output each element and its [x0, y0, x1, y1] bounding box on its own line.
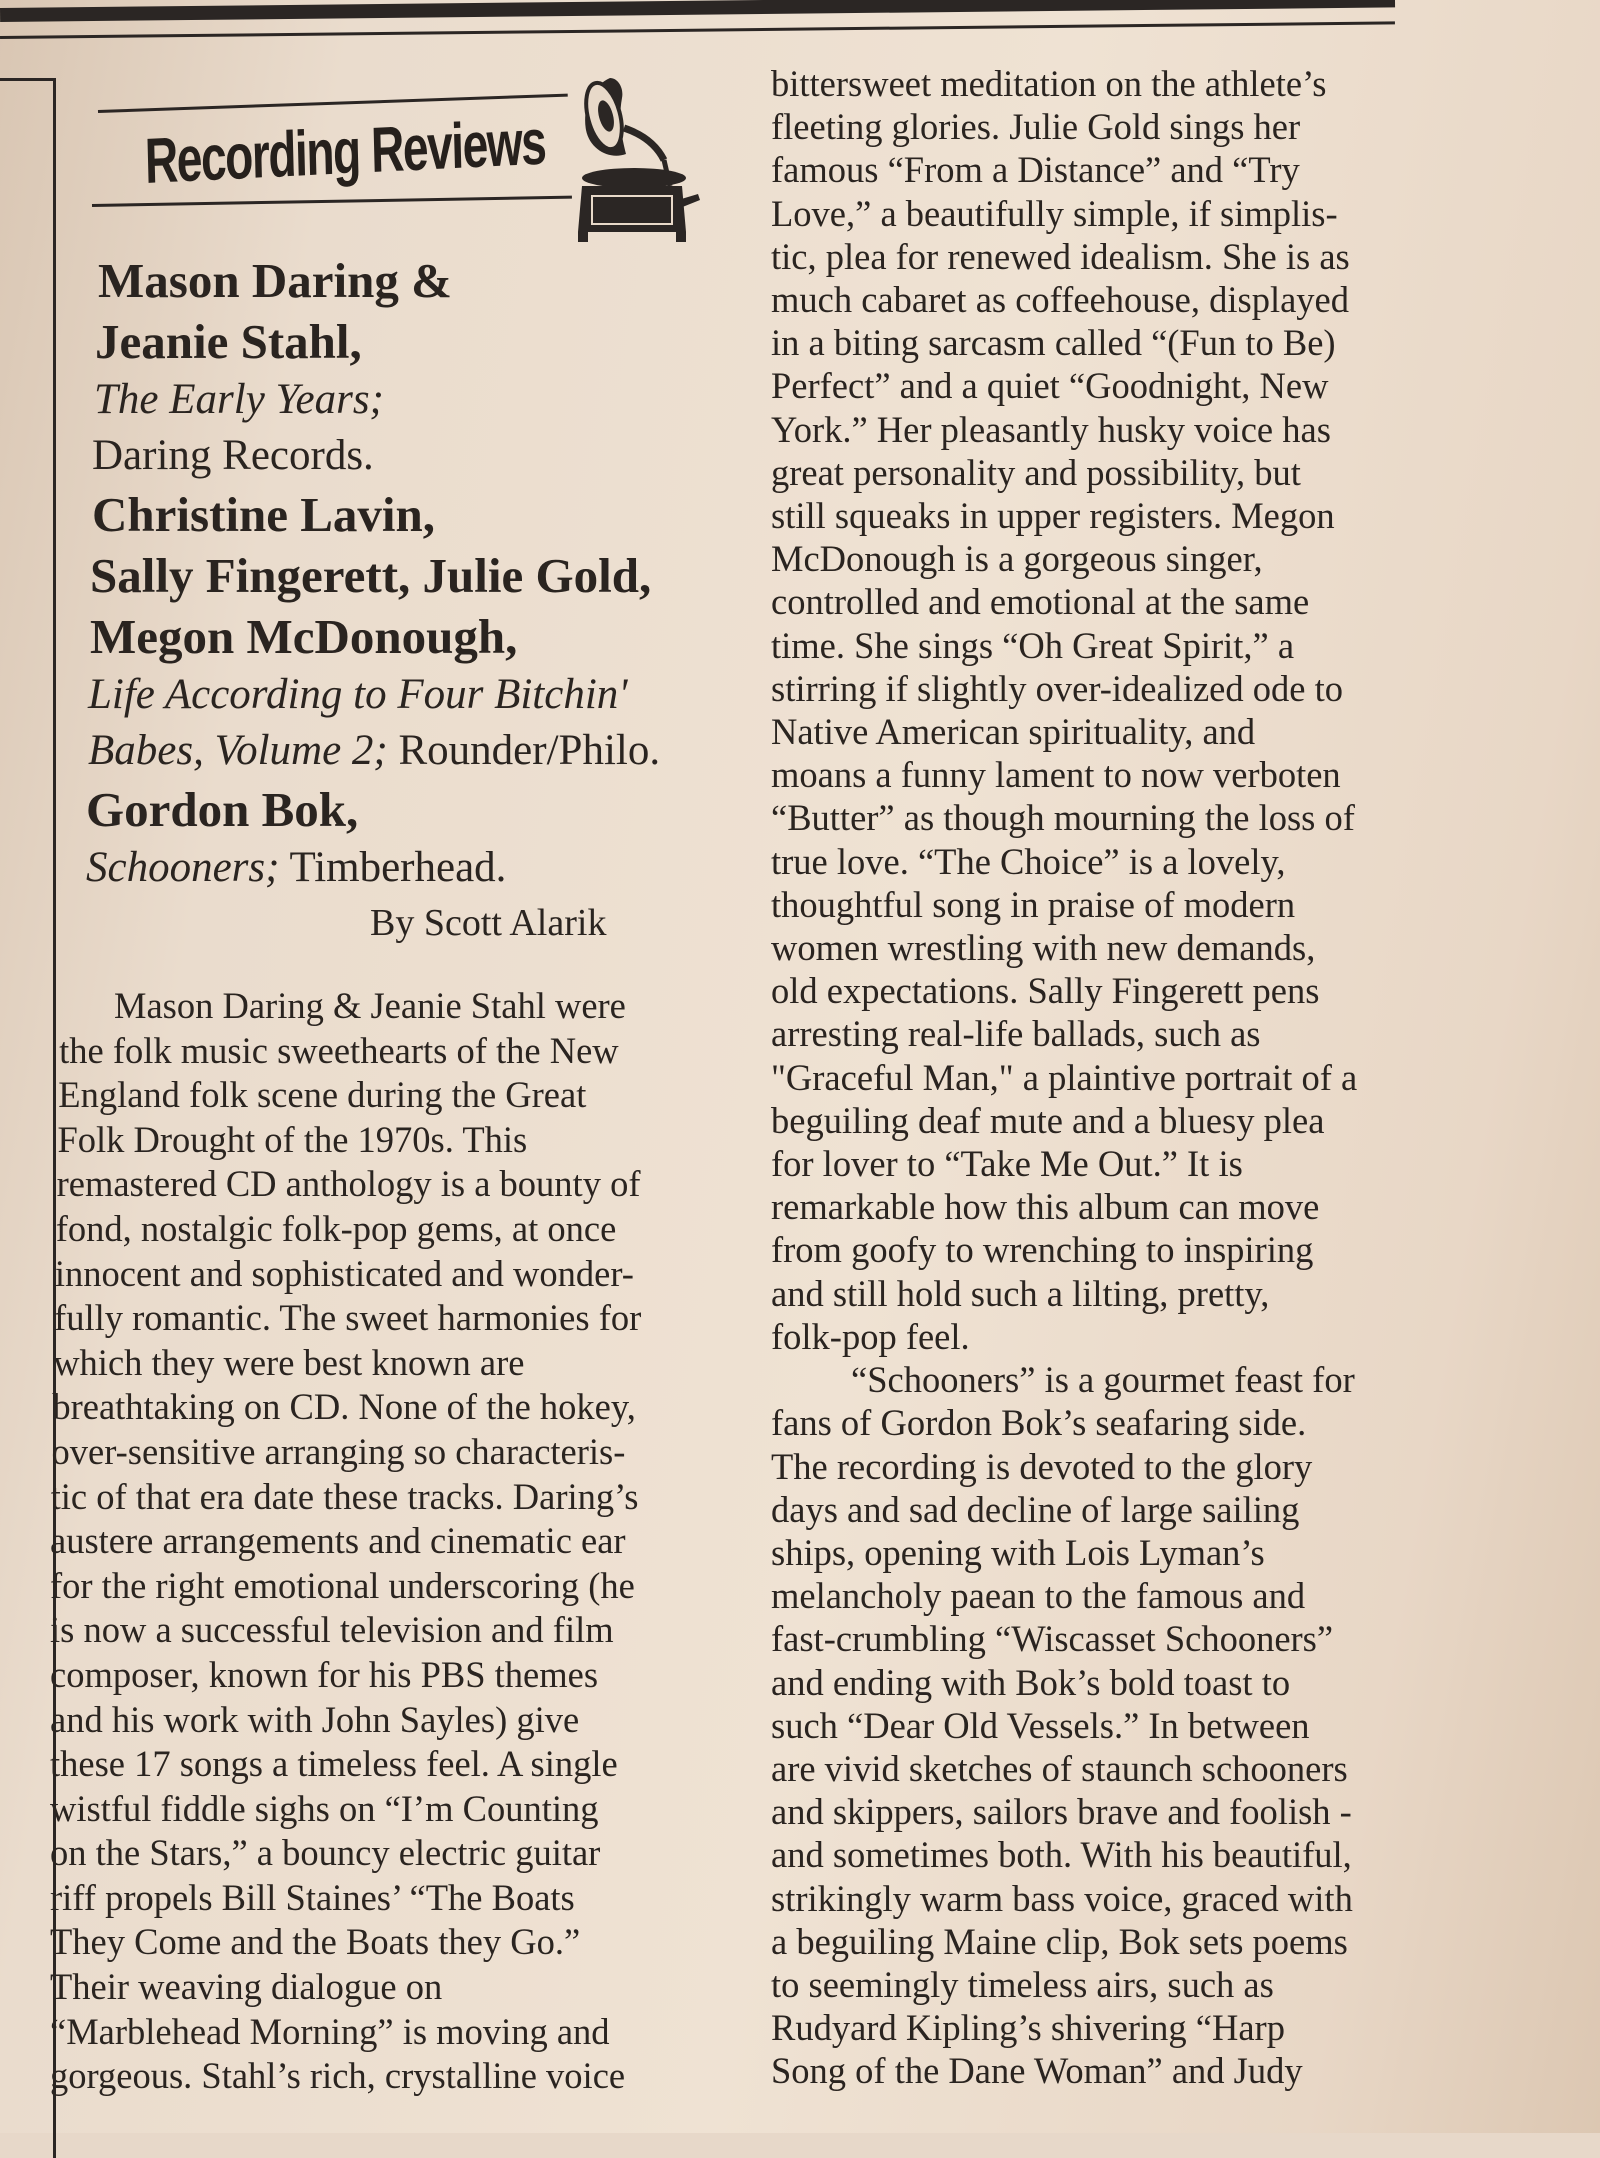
section-box-border [0, 78, 56, 2158]
text-line: on the Stars,” a bouncy electric guitar [50, 1832, 601, 1874]
right-body-paragraph-2 [765, 1358, 1455, 2092]
text-line: England folk scene during the Great [58, 1074, 587, 1116]
review2-album-title-line1: Life According to Four Bitchin' [88, 671, 628, 718]
text-line: fully romantic. The sweet harmonies for [54, 1297, 642, 1339]
gramophone-icon [552, 68, 702, 248]
text-line: Rudyard Kipling’s shivering “Harp [771, 2007, 1285, 2049]
text-line: folk-pop feel. [771, 1315, 970, 1357]
text-line: thoughtful song in praise of modern [771, 883, 1296, 925]
text-line: beguiling deaf mute and a bluesy plea [771, 1099, 1325, 1141]
text-line: Folk Drought of the 1970s. This [57, 1118, 528, 1160]
text-line: Mason Daring & Jeanie Stahl were [114, 985, 626, 1026]
text-line: and skippers, sailors brave and foolish - [771, 1791, 1352, 1833]
text-line: breathtaking on CD. None of the hokey, [52, 1386, 636, 1428]
right-body-paragraph-1 [765, 62, 1455, 1358]
left-body-text [50, 984, 740, 2099]
text-line: for lover to “Take Me Out.” It is [771, 1143, 1243, 1185]
text-line: innocent and sophisticated and wonder- [54, 1252, 634, 1294]
text-line: riff propels Bill Staines’ “The Boats [50, 1876, 575, 1918]
text-line: Song of the Dane Woman” and Judy [771, 2050, 1303, 2092]
text-line: Love,” a beautifully simple, if simplis- [771, 192, 1338, 234]
text-line: Perfect” and a quiet “Goodnight, New [771, 365, 1329, 407]
review2-artist-line2: Sally Fingerett, Julie Gold, [90, 548, 652, 603]
text-line: They Come and the Boats they Go.” [50, 1921, 581, 1963]
text-line: tic, plea for renewed idealism. She is as [771, 235, 1350, 277]
text-line: a beguiling Maine clip, Bok sets poems [771, 1920, 1348, 1962]
top-rule-thin [0, 21, 1395, 39]
text-line: austere arrangements and cinematic ear [50, 1520, 626, 1562]
text-line: women wrestling with new demands, [771, 927, 1316, 969]
text-line: The recording is devoted to the glory [771, 1445, 1313, 1487]
text-line: fleeting glories. Julie Gold sings her [771, 106, 1301, 148]
text-line: such “Dear Old Vessels.” In between [771, 1704, 1310, 1746]
text-line: and his work with John Sayles) give [50, 1698, 580, 1740]
text-line: for the right emotional underscoring (he [50, 1564, 635, 1606]
text-line: Native American spirituality, and [771, 711, 1256, 753]
text-line: great personality and possibility, but [771, 451, 1301, 493]
text-line: to seemingly timeless airs, such as [771, 1963, 1274, 2005]
recording-reviews-logo [92, 68, 702, 248]
byline: By Scott Alarik [370, 902, 607, 944]
text-line: over-sensitive arranging so characteris- [51, 1430, 626, 1472]
text-line: “Schooners” is a gourmet feast for [851, 1359, 1355, 1401]
review3-label: Timberhead. [279, 844, 507, 891]
text-line: remarkable how this album can move [771, 1186, 1320, 1228]
review1-artist-line1: Mason Daring & [98, 253, 452, 308]
review2-artist-line3: Megon McDonough, [90, 609, 518, 664]
text-line: wistful fiddle sighs on “I’m Counting [50, 1787, 599, 1829]
logo-rule-bottom [92, 196, 572, 207]
text-line: bittersweet meditation on the athlete’s [771, 63, 1327, 104]
text-line: fond, nostalgic folk-pop gems, at once [55, 1207, 617, 1249]
text-line: gorgeous. Stahl’s rich, crystalline voice [50, 2055, 626, 2097]
text-line: Their weaving dialogue on [50, 1966, 443, 2008]
text-line: melancholy paean to the famous and [771, 1575, 1306, 1617]
review2-label: Rounder/Philo. [387, 727, 661, 774]
text-line: and ending with Bok’s bold toast to [771, 1661, 1291, 1703]
text-line: these 17 songs a timeless feel. A single [50, 1743, 618, 1785]
text-line: days and sad decline of large sailing [771, 1488, 1300, 1530]
review2-album-title-line2: Babes, Volume 2; [88, 727, 388, 774]
text-line: arresting real-life ballads, such as [771, 1013, 1261, 1055]
text-line: still squeaks in upper registers. Megon [771, 495, 1335, 537]
review3-title-line [50, 840, 740, 896]
text-line: in a biting sarcasm called “(Fun to Be) [771, 322, 1336, 364]
text-line: “Butter” as though mourning the loss of [771, 797, 1355, 839]
review1-artist-line2: Jeanie Stahl, [95, 314, 362, 369]
text-line: fast-crumbling “Wiscasset Schooners” [771, 1618, 1334, 1660]
review1-album-title: The Early Years; [94, 376, 384, 423]
text-line: are vivid sketches of staunch schooners [771, 1747, 1348, 1789]
text-line: true love. “The Choice” is a lovely, [771, 840, 1286, 882]
text-line: stirring if slightly over-idealized ode to [771, 667, 1343, 709]
text-line: McDonough is a gorgeous singer, [771, 538, 1263, 580]
text-line: ships, opening with Lois Lyman’s [771, 1531, 1265, 1573]
text-line: tic of that era date these tracks. Daring’s [50, 1475, 639, 1517]
review3-artist: Gordon Bok, [86, 782, 359, 837]
text-line: from goofy to wrenching to inspiring [771, 1229, 1314, 1271]
review3-album-title: Schooners; [86, 844, 280, 891]
text-line: remastered CD anthology is a bounty of [56, 1163, 641, 1205]
text-line: strikingly warm bass voice, graced with [771, 1877, 1353, 1919]
text-line: and sometimes both. With his beautiful, [771, 1834, 1352, 1876]
text-line: "Graceful Man," a plaintive portrait of a [771, 1056, 1358, 1098]
review2-artist-line1: Christine Lavin, [92, 487, 436, 542]
text-line: famous “From a Distance” and “Try [771, 149, 1300, 191]
review1-label: Daring Records. [92, 432, 374, 479]
text-line: moans a funny lament to now verboten [771, 754, 1341, 796]
text-line: and still hold such a lilting, pretty, [771, 1272, 1270, 1314]
top-rule [0, 0, 1395, 22]
text-line: York.” Her pleasantly husky voice has [771, 408, 1331, 450]
text-line: “Marblehead Morning” is moving and [50, 2010, 610, 2052]
text-line: which they were best known are [53, 1341, 525, 1383]
text-line: fans of Gordon Bok’s seafaring side. [771, 1402, 1307, 1444]
text-line: much cabaret as coffeehouse, displayed [771, 279, 1350, 321]
text-line: is now a successful television and film [50, 1609, 614, 1651]
text-line: composer, known for his PBS themes [50, 1653, 599, 1695]
text-line: time. She sings “Oh Great Spirit,” a [771, 624, 1295, 666]
text-line: controlled and emotional at the same [771, 581, 1310, 623]
left-column [50, 250, 740, 2099]
logo-text: Recording Reviews [144, 105, 547, 197]
review2-title-line2 [50, 723, 740, 779]
text-line: old expectations. Sally Fingerett pens [771, 970, 1320, 1012]
right-column [765, 62, 1455, 2093]
text-line: the folk music sweethearts of the New [59, 1029, 619, 1071]
